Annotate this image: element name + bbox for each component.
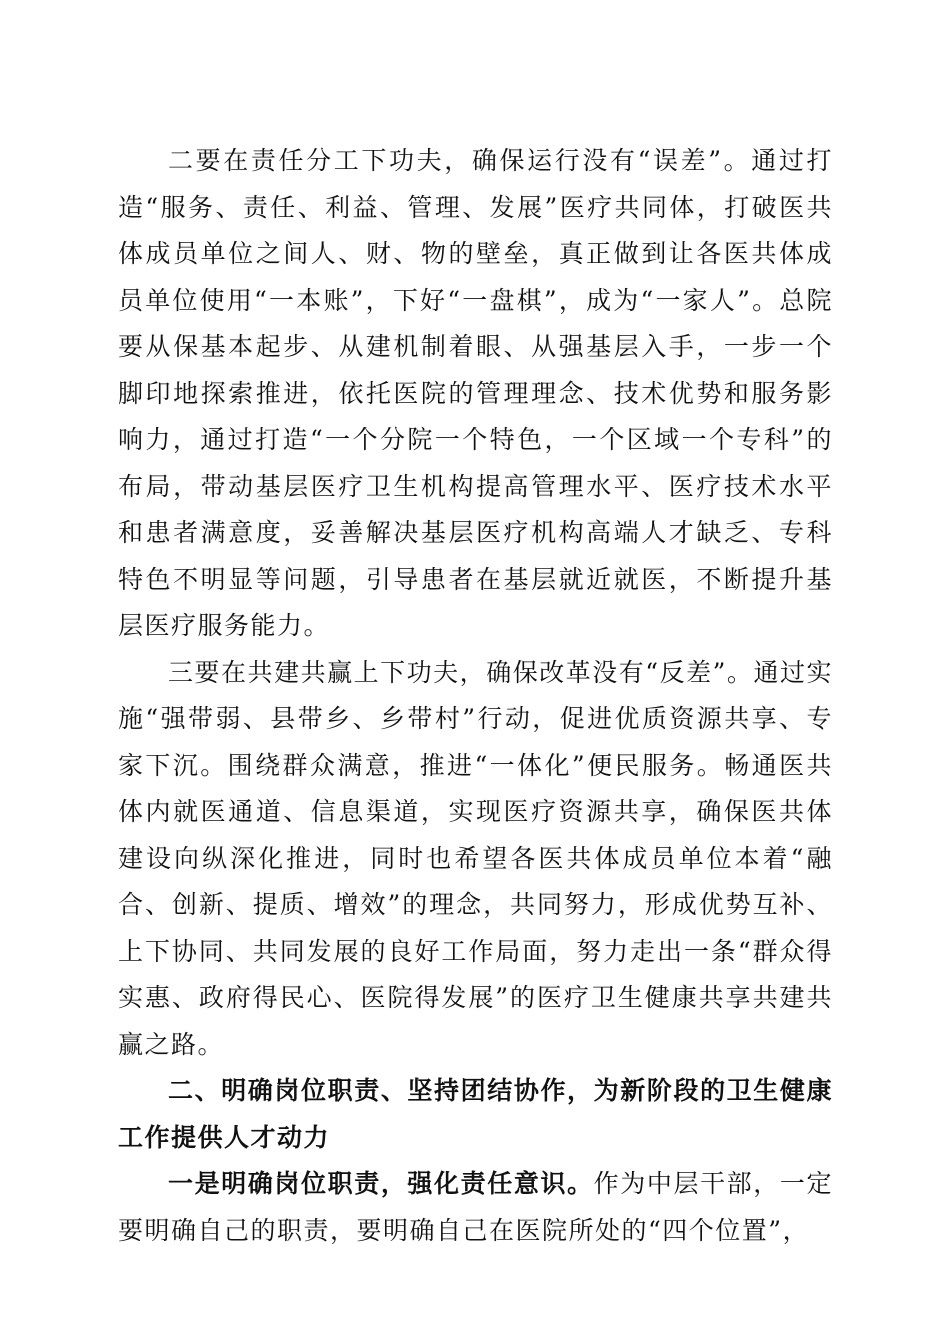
section-heading: 二、明确岗位职责、坚持团结协作，为新阶段的卫生健康工作提供人才动力 <box>118 1076 833 1152</box>
item-lead-sentence: 一是明确岗位职责，强化责任意识。 <box>168 1169 594 1198</box>
paragraph-responsibility-division: 二要在责任分工下功夫，确保运行没有“误差”。通过打造“服务、责任、利益、管理、发展”医疗共同体，打破医共体成员单位之间人、财、物的壁垒，真正做到让各医共体成员单位使用“一本账”，下好“一盘棋”，成为“一家人”。总院要从保基本起步、从建机制着眼、从强基层入手，一步一个脚印地探索推进，依托医院的管理理念、技术优势和服务影响力，通过打造“一个分院一个特色，一个区域一个专科”的布局，带动基层医疗卫生机构提高管理水平、医疗技术水平和患者满意度，妥善解决基层医疗机构高端人才缺乏、专科特色不明显等问题，引导患者在基层就近就医，不断提升基层医疗服务能力。 <box>118 146 833 640</box>
document-page <box>118 138 833 1254</box>
item-body-text: 作为中层干部，一定要明确自己的职责，要明确自己在医院所处的“四个位置”， <box>118 1169 833 1245</box>
paragraph-post-duties <box>118 1161 833 1254</box>
paragraph-co-construction: 三要在共建共赢上下功夫，确保改革没有“反差”。通过实施“强带弱、县带乡、乡带村”行动，促进优质资源共享、专家下沉。围绕群众满意，推进“一体化”便民服务。畅通医共体内就医通道、信息渠道，实现医疗资源共享，确保医共体建设向纵深化推进，同时也希望各医共体成员单位本着“融合、创新、提质、增效”的理念，共同努力，形成优势互补、上下协同、共同发展的良好工作局面，努力走出一条“群众得实惠、政府得民心、医院得发展”的医疗卫生健康共享共建共赢之路。 <box>118 657 833 1059</box>
